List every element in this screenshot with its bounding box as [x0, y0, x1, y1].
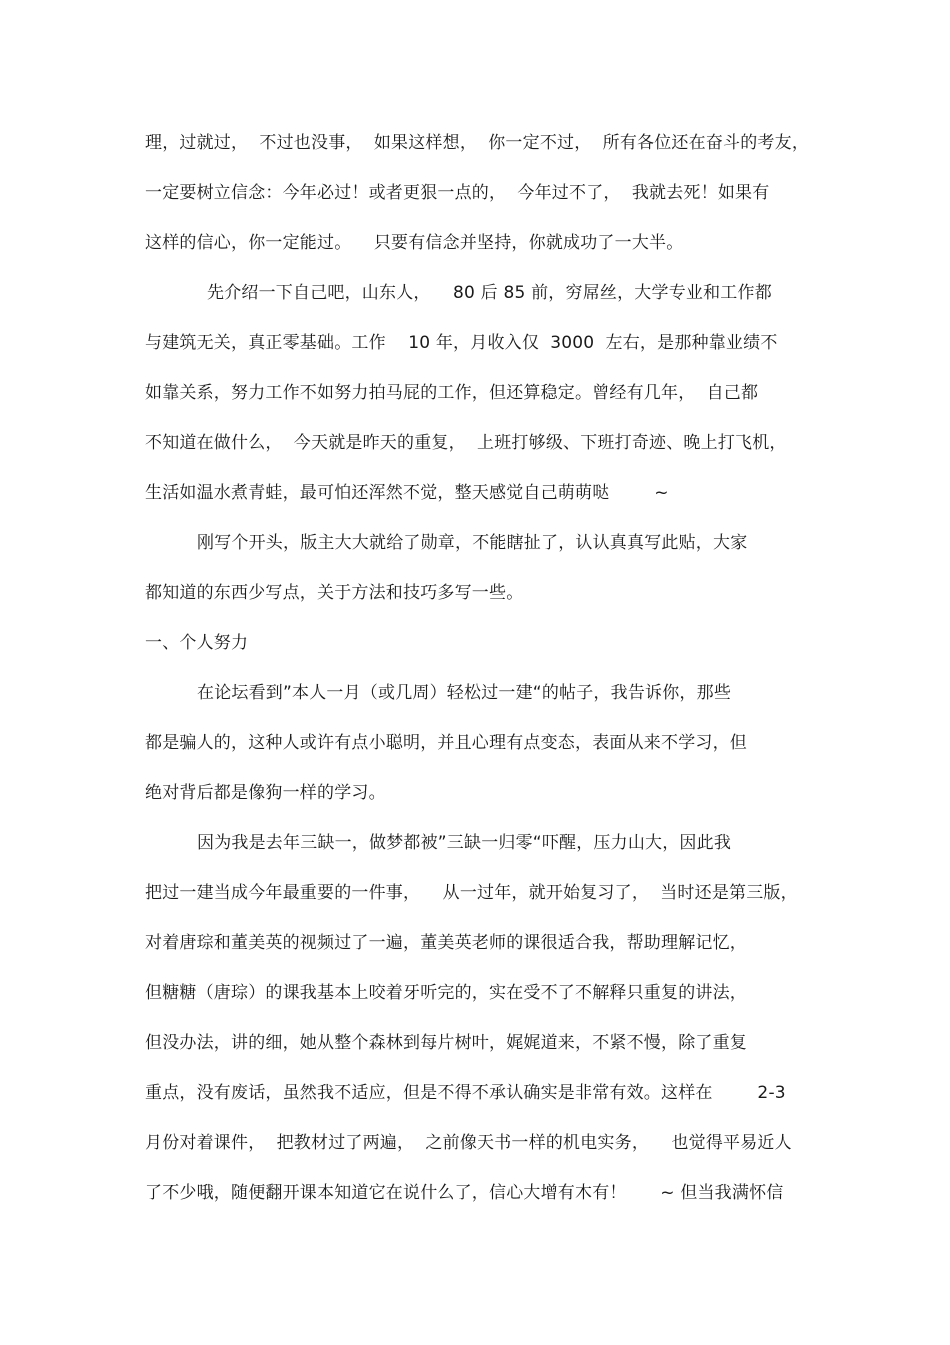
text-line: 一定要树立信念：今年必过！或者更狠一点的， 今年过不了， 我就去死！如果有	[145, 183, 770, 203]
text-line: 不知道在做什么， 今天就是昨天的重复， 上班打够级、下班打奇迹、晚上打飞机，	[145, 433, 787, 453]
text-line: 这样的信心，你一定能过。 只要有信念并坚持，你就成功了一大半。	[145, 233, 684, 253]
text-line: 都是骗人的，这种人或许有点小聪明，并且心理有点变态，表面从来不学习，但	[145, 733, 747, 753]
text-line: 因为我是去年三缺一，做梦都被”三缺一归零“吓醒，压力山大，因此我	[197, 833, 732, 853]
text-line: 如靠关系，努力工作不如努力拍马屁的工作，但还算稳定。曾经有几年， 自己都	[145, 383, 759, 403]
text-line: 重点，没有废话，虽然我不适应，但是不得不承认确实是非常有效。这样在 2-3	[145, 1083, 786, 1103]
text-line: 理，过就过， 不过也没事， 如果这样想， 你一定不过， 所有各位还在奋斗的考友，	[145, 133, 810, 153]
text-line: 生活如温水煮青蛙，最可怕还浑然不觉，整天感觉自己萌萌哒 ~	[145, 483, 669, 503]
text-line: 刚写个开头，版主大大就给了勋章，不能瞎扯了，认认真真写此贴，大家	[197, 533, 748, 553]
text-line: 了不少哦，随便翻开课本知道它在说什么了，信心大增有木有！ ~ 但当我满怀信	[145, 1183, 784, 1203]
text-line: 都知道的东西少写点，关于方法和技巧多写一些。	[145, 583, 524, 603]
text-line: 在论坛看到”本人一月（或几周）轻松过一建“的帖子，我告诉你，那些	[197, 683, 732, 703]
text-line: 对着唐琮和董美英的视频过了一遍，董美英老师的课很适合我，帮助理解记忆，	[145, 933, 747, 953]
section-heading: 一、个人努力	[145, 633, 249, 653]
text-line: 但没办法，讲的细，她从整个森林到每片树叶，娓娓道来，不紧不慢，除了重复	[145, 1033, 747, 1053]
text-line: 先介绍一下自己吧，山东人， 80 后 85 前，穷屌丝，大学专业和工作都	[207, 283, 772, 303]
text-line: 但糖糖（唐琮）的课我基本上咬着牙听完的，实在受不了不解释只重复的讲法，	[145, 983, 747, 1003]
text-line: 月份对着课件， 把教材过了两遍， 之前像天书一样的机电实务， 也觉得平易近人	[145, 1133, 792, 1153]
text-line: 与建筑无关，真正零基础。工作 10 年，月收入仅 3000 左右，是那种靠业绩不	[145, 333, 778, 353]
text-line: 把过一建当成今年最重要的一件事， 从一过年，就开始复习了， 当时还是第三版，	[145, 883, 798, 903]
text-line: 绝对背后都是像狗一样的学习。	[145, 783, 386, 803]
